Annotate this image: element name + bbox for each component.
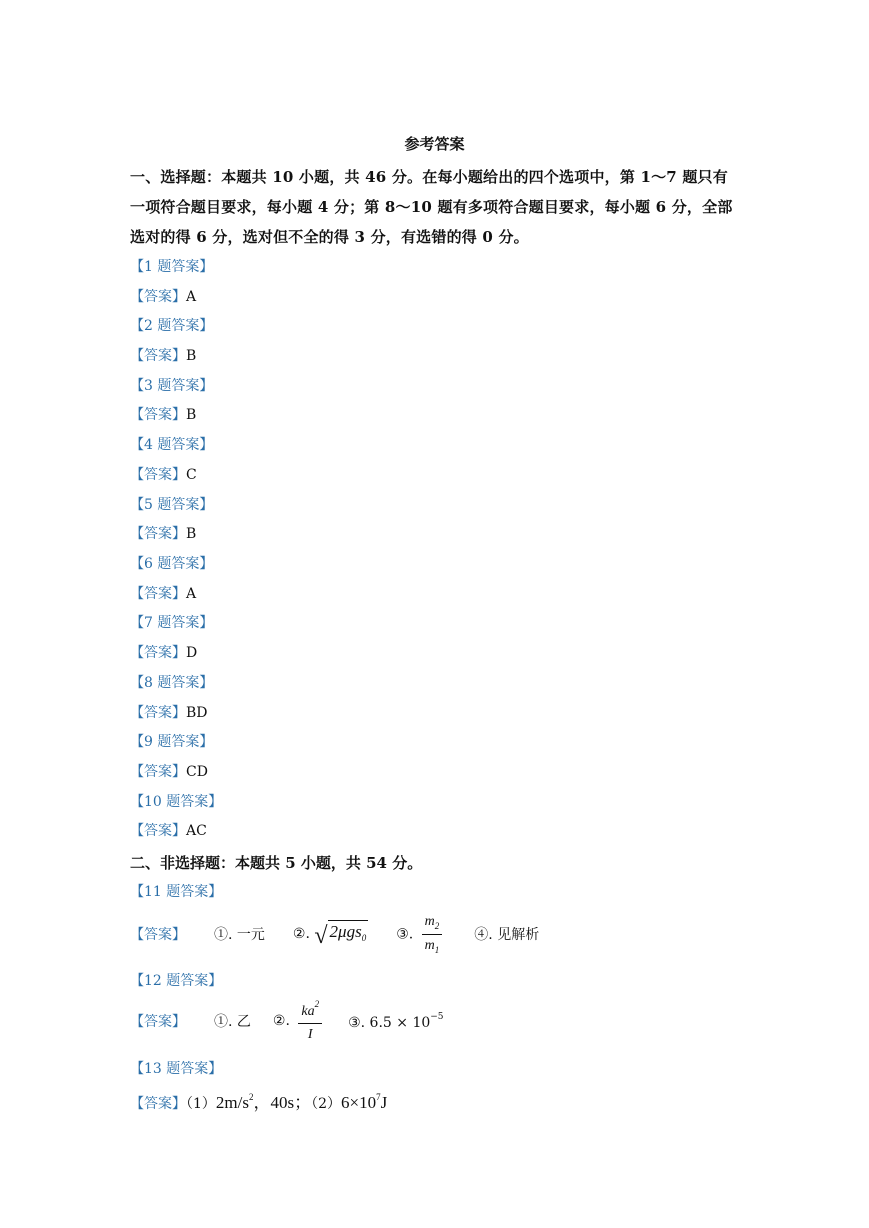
q12-heading: 【12 题答案】 — [130, 973, 223, 989]
mc-heading: 【8 题答案】 — [130, 675, 214, 691]
answer-value: C — [186, 467, 197, 483]
q11-heading: 【11 题答案】 — [130, 884, 223, 900]
answer-label: 【答案】 — [130, 1096, 186, 1112]
mc-heading: 【4 题答案】 — [130, 437, 214, 453]
mc-heading: 【1 题答案】 — [130, 259, 214, 275]
mc-answer — [130, 642, 197, 662]
answer-value: B — [186, 407, 197, 423]
answer-value: A — [186, 289, 197, 305]
q12-item3-sup: −5 — [430, 1011, 444, 1022]
q11-item3-label: ③. — [396, 926, 414, 942]
mc-answer — [130, 464, 197, 484]
section1-intro: 一、选择题：本题共 10 小题，共 46 分。在每小题给出的四个选项中，第 1～7 题只有一项符合题目要求，每小题 4 分；第 8～10 题有多项符合题目要求，每小题 6 分，全部选对的得 6 分，选对但不全的得 3 分，有选错的得 0 分。 — [130, 168, 733, 246]
q13-value3: $6\times 10^7J$ — [341, 1092, 388, 1112]
q12-fraction — [298, 999, 322, 1043]
q12-item3 — [348, 1012, 443, 1031]
mc-heading: 【2 题答案】 — [130, 318, 214, 334]
q13-part1-label: （1） — [186, 1096, 216, 1112]
answer-value: CD — [186, 764, 208, 780]
q11-answer — [130, 912, 539, 956]
mc-answer — [130, 345, 196, 365]
mc-answer — [130, 523, 196, 543]
answer-value: AC — [186, 823, 207, 839]
answer-label: 【答案】 — [130, 526, 186, 542]
q11-sqrt-expr — [314, 920, 368, 948]
answer-label: 【答案】 — [130, 927, 186, 943]
q11-item3 — [396, 914, 446, 955]
q11-fraction — [422, 914, 443, 955]
mc-answer — [130, 820, 207, 840]
mc-answer — [130, 702, 208, 722]
q11-frac-num-sub: 2 — [434, 920, 440, 931]
mc-heading: 【3 题答案】 — [130, 378, 214, 394]
q11-item2 — [293, 920, 368, 948]
answer-label: 【答案】 — [130, 823, 186, 839]
q12-answer — [130, 998, 444, 1044]
answer-label: 【答案】 — [130, 645, 186, 661]
answer-label: 【答案】 — [130, 348, 186, 364]
mc-answer — [130, 761, 208, 781]
mc-heading: 【5 题答案】 — [130, 497, 214, 513]
q12-frac-num-sup: 2 — [314, 999, 320, 1009]
q11-item4: ④. 见解析 — [474, 927, 540, 943]
q11-item1: ①. 一元 — [214, 927, 265, 943]
mc-answer — [130, 583, 196, 603]
answer-label: 【答案】 — [130, 289, 186, 305]
q13-heading: 【13 题答案】 — [130, 1061, 223, 1077]
q11-radicand-sub: 0 — [361, 933, 367, 943]
q11-frac-den-sub: 1 — [434, 944, 440, 955]
q13-part2-label: （2） — [311, 1096, 342, 1112]
answer-value: B — [186, 348, 197, 364]
q12-item1: ①. 乙 — [214, 1014, 251, 1030]
q11-radicand: 2μgs — [329, 922, 362, 941]
answer-label: 【答案】 — [130, 467, 186, 483]
section2-heading: 二、非选择题：本题共 5 小题，共 54 分。 — [130, 854, 423, 872]
answer-label: 【答案】 — [130, 764, 186, 780]
q11-frac-den: m — [424, 937, 435, 953]
q12-item2 — [273, 999, 326, 1043]
q11-frac-num: m — [424, 913, 435, 929]
mc-answer — [130, 404, 196, 424]
q12-frac-num: ka — [301, 1004, 315, 1019]
answer-value: D — [186, 645, 198, 661]
mc-heading: 【6 题答案】 — [130, 556, 214, 572]
mc-heading: 【9 题答案】 — [130, 734, 214, 750]
answer-value: B — [186, 526, 197, 542]
answer-label: 【答案】 — [130, 1014, 186, 1030]
q13-value2: ，40s； — [253, 1093, 312, 1112]
answer-label: 【答案】 — [130, 407, 186, 423]
q11-item2-label: ②. — [292, 926, 310, 942]
answer-label: 【答案】 — [130, 705, 186, 721]
q12-item2-label: ②. — [272, 1013, 290, 1029]
page-title: 参考答案 — [404, 135, 465, 153]
answer-label: 【答案】 — [130, 586, 186, 602]
mc-answer — [130, 286, 196, 306]
q12-item3-value: ③. 6.5 × 10 — [348, 1014, 431, 1031]
mc-heading: 【7 题答案】 — [130, 615, 214, 631]
answer-value: A — [186, 586, 197, 602]
q13-value1: $2m/s^2$ — [215, 1092, 254, 1112]
q13-answer — [130, 1088, 387, 1113]
mc-heading: 【10 题答案】 — [130, 794, 223, 810]
radical-sign: √ — [314, 923, 328, 949]
q12-frac-den: I — [307, 1027, 313, 1042]
answer-value: BD — [186, 705, 208, 721]
